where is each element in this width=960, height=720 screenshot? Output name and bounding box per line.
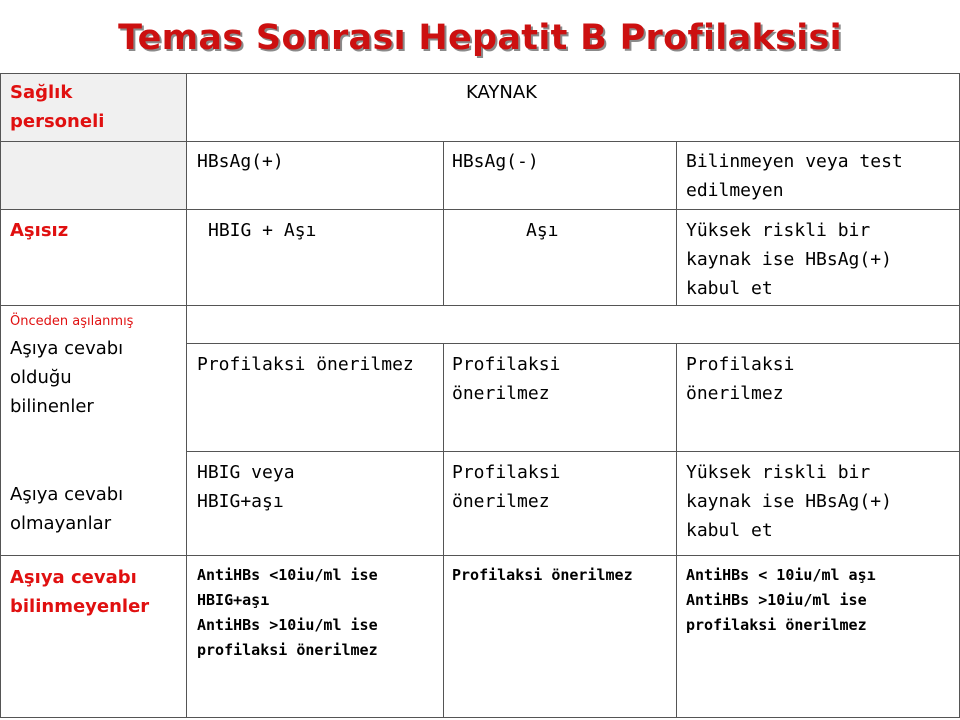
row-divider	[187, 343, 960, 344]
row-label-previously-vaccinated: Önceden aşılanmış	[10, 314, 134, 329]
column-divider	[186, 73, 187, 718]
row-label-responders: Aşıya cevabı olduğu bilinenler	[10, 338, 124, 417]
table-border-bottom	[0, 717, 960, 718]
header-row-label: Sağlık personeli	[10, 82, 105, 132]
column-divider	[676, 343, 677, 718]
unvaccinated-neg: Aşı	[526, 220, 559, 241]
row-label-unknown-response: Aşıya cevabı bilinmeyenler	[10, 567, 150, 617]
row-divider	[0, 555, 960, 556]
col-header-hbsag-negative: HBsAg(-)	[452, 151, 539, 172]
row-divider	[0, 141, 960, 142]
responders-unknown: Profilaksi önerilmez	[686, 354, 795, 404]
responders-neg: Profilaksi önerilmez	[452, 354, 561, 404]
nonresponders-pos: HBIG veya HBIG+aşı	[197, 462, 295, 512]
unvaccinated-pos: HBIG + Aşı	[208, 220, 317, 241]
table-border-top	[0, 73, 960, 74]
column-divider	[443, 343, 444, 718]
header-source-label: KAYNAK	[466, 82, 537, 103]
col-header-unknown: Bilinmeyen veya test edilmeyen	[686, 151, 903, 201]
column-divider	[676, 141, 677, 305]
row-divider	[187, 451, 960, 452]
unknown-response-unknown: AntiHBs < 10iu/ml aşı AntiHBs >10iu/ml ise profilaksi önerilmez	[686, 566, 876, 634]
nonresponders-unknown: Yüksek riskli bir kaynak ise HBsAg(+) kabul et	[686, 462, 892, 541]
row-divider	[0, 305, 960, 306]
table-border-left	[0, 73, 1, 718]
row-divider	[0, 209, 960, 210]
unknown-response-pos: AntiHBs <10iu/ml ise HBIG+aşı AntiHBs >10iu/ml ise profilaksi önerilmez	[197, 566, 378, 659]
row-label-nonresponders: Aşıya cevabı olmayanlar	[10, 484, 124, 534]
column-divider	[443, 141, 444, 305]
subheader-shade	[1, 142, 186, 209]
nonresponders-neg: Profilaksi önerilmez	[452, 462, 561, 512]
row-label-unvaccinated: Aşısız	[10, 220, 69, 241]
unknown-response-neg: Profilaksi önerilmez	[452, 566, 633, 584]
page-title: Temas Sonrası Hepatit B Profilaksisi	[118, 18, 842, 58]
responders-pos: Profilaksi önerilmez	[197, 354, 414, 375]
unvaccinated-unknown: Yüksek riskli bir kaynak ise HBsAg(+) kabul et	[686, 220, 892, 299]
col-header-hbsag-positive: HBsAg(+)	[197, 151, 284, 172]
